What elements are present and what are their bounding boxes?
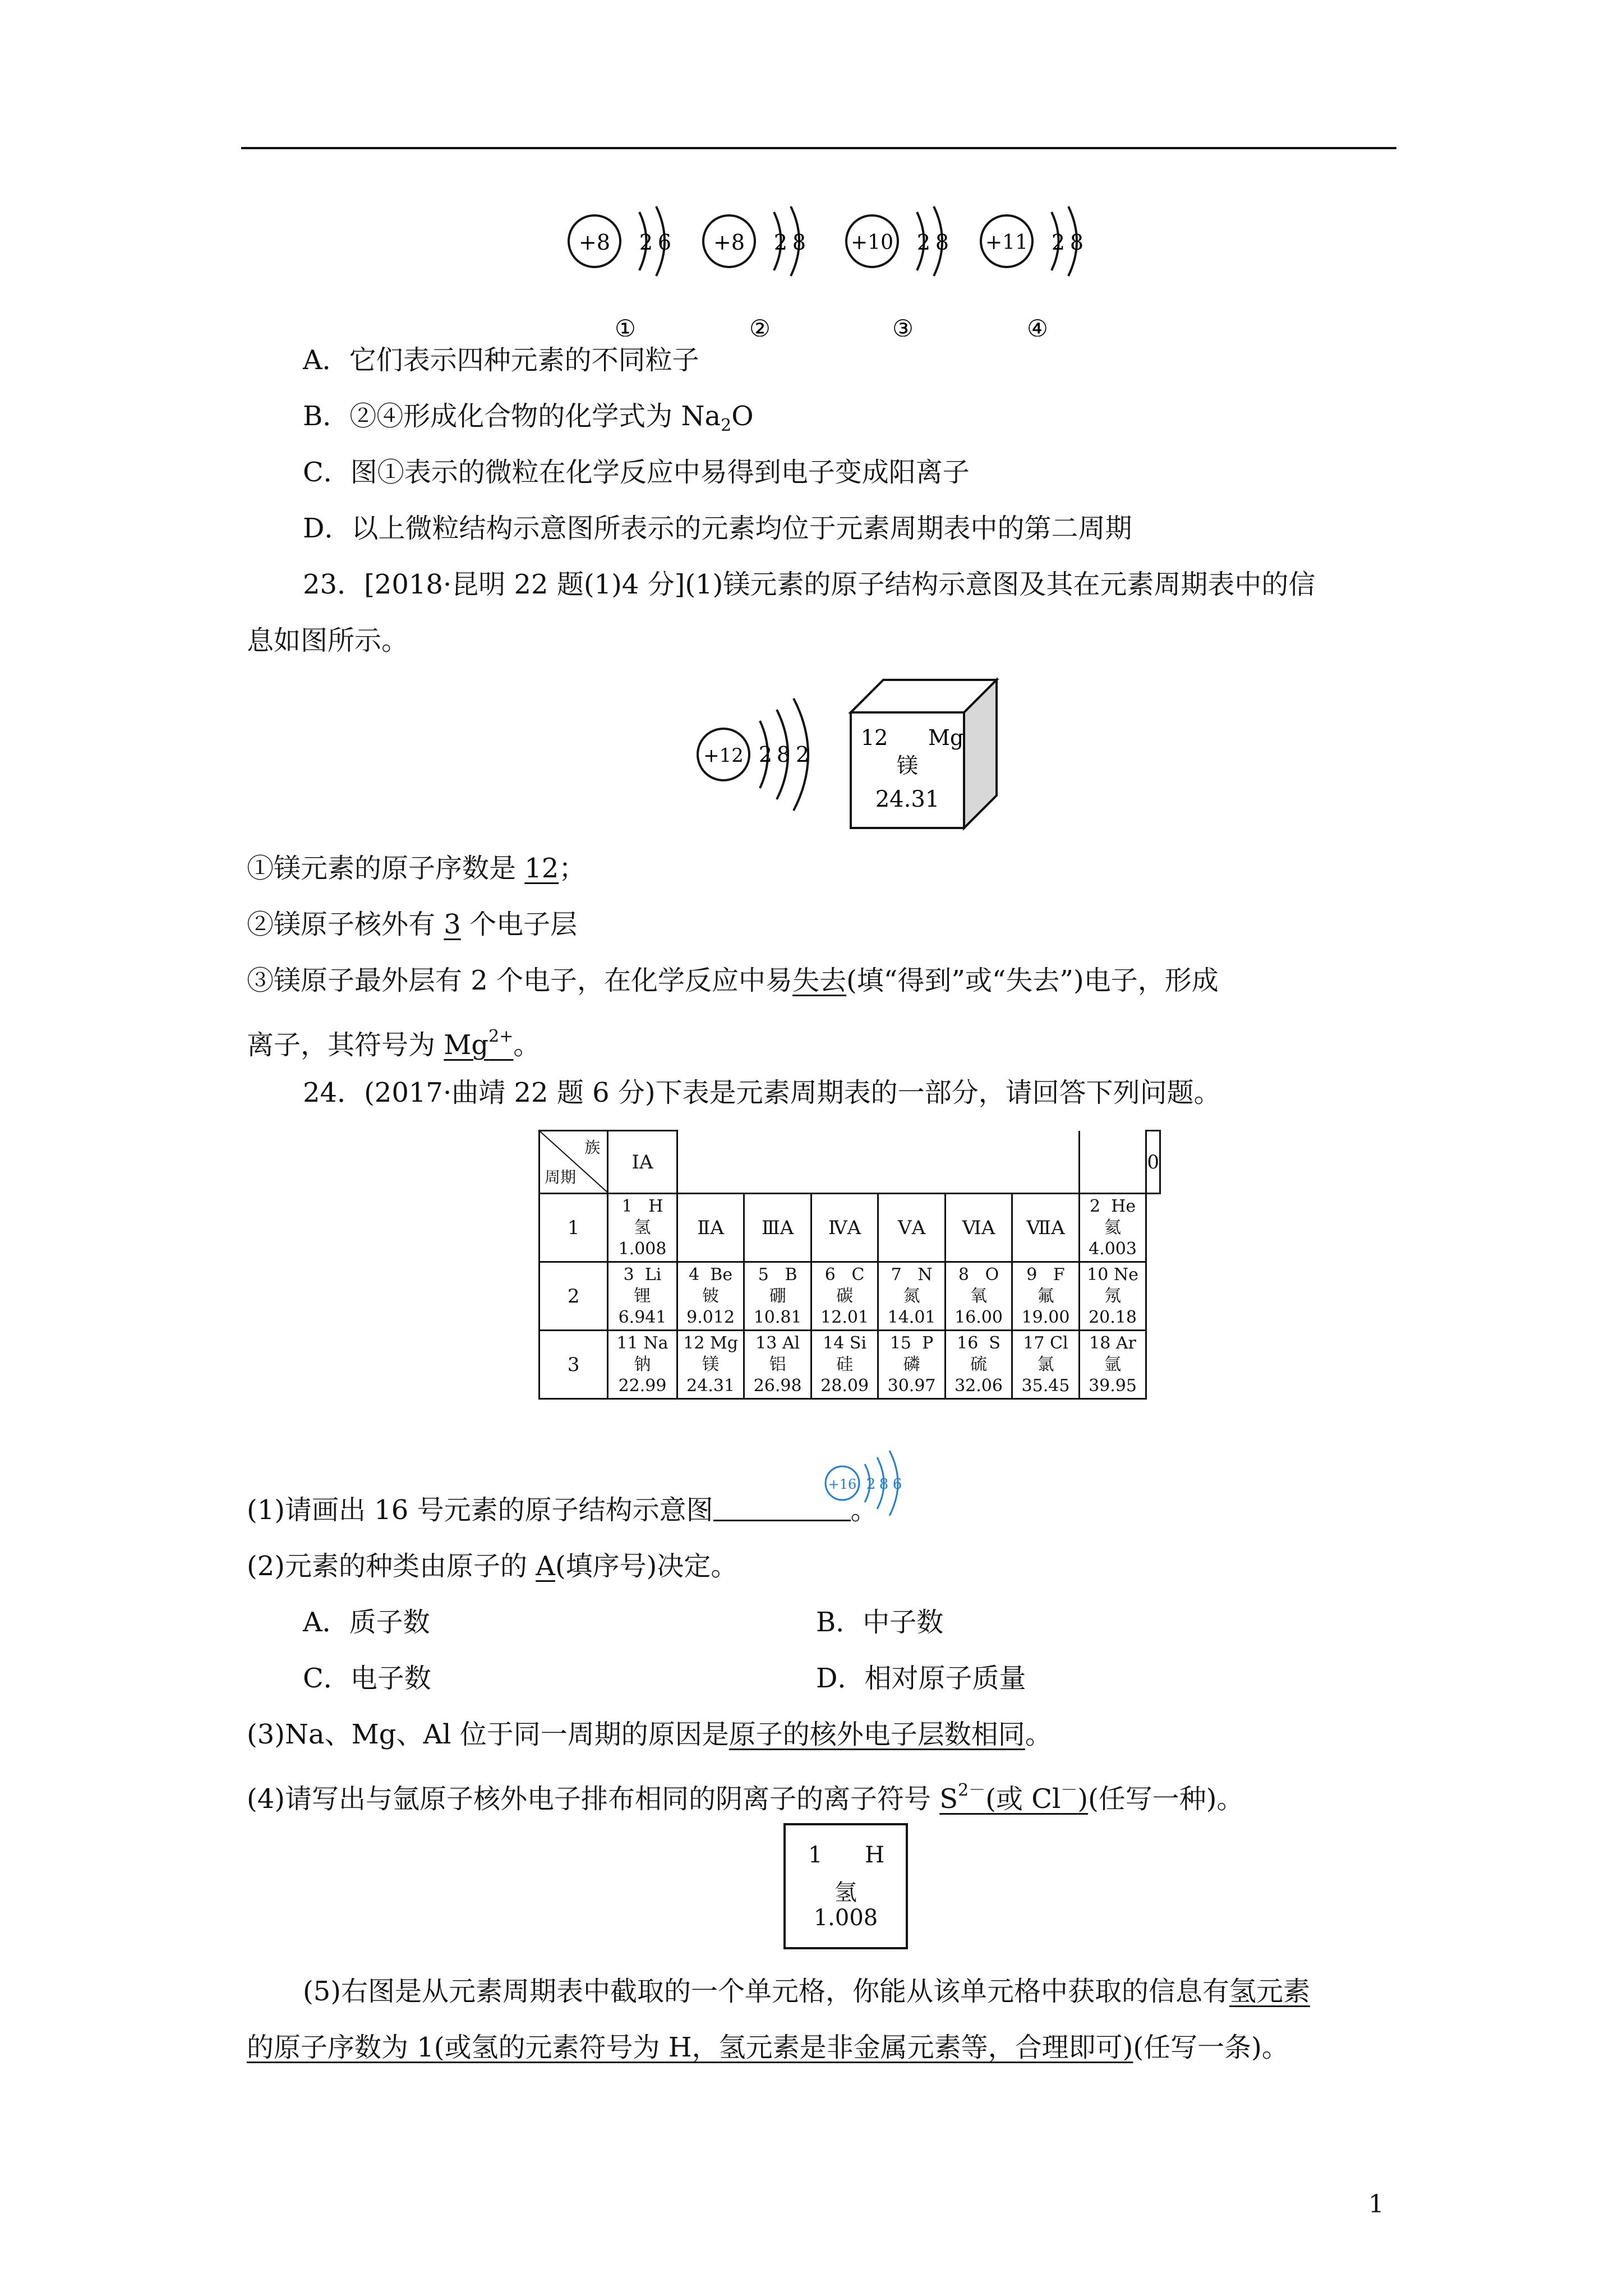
svg-text:2: 2 — [773, 230, 788, 255]
element-cell-h: 1 H 氢 1.008 — [608, 1194, 677, 1262]
group-label: ⅦA — [1012, 1194, 1079, 1262]
group-label: 0 — [1146, 1131, 1160, 1194]
svg-text:8: 8 — [935, 230, 949, 255]
period-label: 1 — [540, 1194, 608, 1262]
q23-answer-1: ①镁元素的原子序数是 12； — [247, 853, 586, 884]
element-cell-he: 2 He 氦 4.003 — [1079, 1194, 1146, 1262]
element-cell: 13 Al 铝 26.98 — [744, 1331, 811, 1399]
element-cell: 8 O 氧 16.00 — [945, 1262, 1012, 1331]
svg-text:12: 12 — [861, 725, 888, 750]
q24-option-b: B．中子数 — [816, 1607, 944, 1638]
element-cell: 5 B 硼 10.81 — [744, 1262, 811, 1331]
q24-part2: (2)元素的种类由原子的 A(填序号)决定。 — [247, 1550, 738, 1582]
element-cell: 12 Mg 镁 24.31 — [677, 1331, 744, 1399]
atom-diagram-2 — [703, 206, 806, 337]
table-corner: 族 周期 — [540, 1131, 608, 1194]
q23-answer-3: ③镁原子最外层有 2 个电子，在化学反应中易失去(填“得到”或“失去”)电子，形成 — [247, 965, 1219, 996]
group-label: ⅥA — [945, 1194, 1012, 1262]
svg-text:8: 8 — [776, 742, 791, 767]
element-cell: 7 N 氮 14.01 — [878, 1262, 945, 1331]
atom-diagrams-row — [561, 185, 1133, 337]
diagram-label: ② — [749, 315, 771, 337]
q24-part3: (3)Na、Mg、Al 位于同一周期的原因是原子的核外电子层数相同。 — [247, 1719, 1052, 1750]
mg-atom-diagram — [693, 690, 822, 819]
element-cell: 11 Na 钠 22.99 — [608, 1331, 677, 1399]
diagram-label: ④ — [1027, 315, 1048, 337]
atom-diagram-1 — [569, 206, 671, 337]
svg-text:2: 2 — [916, 230, 931, 255]
q23-answer-3-line2: 离子，其符号为 $Mg^{2+}$。 — [247, 1027, 541, 1061]
svg-text:+11: +11 — [985, 231, 1028, 254]
q24-part4: (4)请写出与氩原子核外电子排布相同的阴离子的离子符号 $S^{2-}$(或 Cl－)(任写一种)。 — [247, 1780, 1244, 1815]
q23-stem-line1: 23．[2018·昆明 22 题(1)4 分](1)镁元素的原子结构示意图及其在元素周期表中的信 — [303, 569, 1316, 600]
q24-option-c: C．电子数 — [303, 1663, 431, 1694]
q24-option-a: A．质子数 — [303, 1607, 430, 1638]
q22-option-d: D．以上微粒结构示意图所表示的元素均位于元素周期表中的第二周期 — [303, 513, 1132, 544]
q22-option-b: B．②④形成化合物的化学式为 $Na_2O$ — [303, 401, 754, 435]
svg-text:2: 2 — [639, 230, 653, 255]
header-rule — [241, 147, 1396, 149]
hydrogen-element-cell: 1 H 氢 1.008 — [783, 1823, 908, 1949]
svg-text:2: 2 — [758, 742, 773, 767]
nucleus-label: +8 — [578, 230, 611, 255]
svg-text:镁: 镁 — [896, 753, 919, 778]
svg-text:2: 2 — [795, 742, 810, 767]
group-label: ⅢA — [744, 1194, 811, 1262]
svg-text:+16: +16 — [828, 1476, 857, 1492]
element-cell: 17 Cl 氯 35.45 — [1012, 1331, 1079, 1399]
svg-text:8: 8 — [1069, 230, 1084, 255]
q23-answer-2: ②镁原子核外有 3 个电子层 — [247, 909, 578, 940]
svg-text:8: 8 — [792, 230, 806, 255]
q24-part5-line1: (5)右图是从元素周期表中截取的一个单元格，你能从该单元格中获取的信息有氢元素 — [303, 1976, 1311, 2007]
mg-element-cube — [844, 673, 1007, 836]
period-label: 2 — [540, 1262, 608, 1331]
period-label: 3 — [540, 1331, 608, 1399]
svg-text:24.31: 24.31 — [875, 786, 940, 812]
group-label: ⅤA — [878, 1194, 945, 1262]
group-label: ⅠA — [608, 1131, 677, 1194]
group-label: ⅣA — [811, 1194, 878, 1262]
svg-text:+12: +12 — [703, 744, 744, 767]
sulfur-atom-diagram — [819, 1443, 931, 1527]
diagram-label: ③ — [892, 315, 914, 337]
element-cell: 18 Ar 氩 39.95 — [1079, 1331, 1146, 1399]
atom-diagram-4 — [981, 206, 1083, 337]
periodic-table — [538, 1130, 1161, 1400]
q24-part5-line2: 的原子序数为 1(或氢的元素符号为 H，氢元素是非金属元素等，合理即可)(任写一条)。 — [247, 2032, 1289, 2063]
element-cell: 3 Li 锂 6.941 — [608, 1262, 677, 1331]
svg-text:2: 2 — [1051, 230, 1066, 255]
svg-text:+8: +8 — [713, 230, 745, 255]
element-cell: 14 Si 硅 28.09 — [811, 1331, 878, 1399]
group-label: ⅡA — [677, 1194, 744, 1262]
element-cell: 4 Be 铍 9.012 — [677, 1262, 744, 1331]
element-cell: 10 Ne 氖 20.18 — [1079, 1262, 1146, 1331]
element-cell: 16 S 硫 32.06 — [945, 1331, 1012, 1399]
svg-text:Mg: Mg — [928, 725, 964, 750]
svg-text:+10: +10 — [851, 231, 893, 254]
q22-option-a: A．它们表示四种元素的不同粒子 — [303, 344, 699, 376]
q24-option-d: D．相对原子质量 — [816, 1663, 1026, 1694]
q24-stem: 24．(2017·曲靖 22 题 6 分)下表是元素周期表的一部分，请回答下列问题。 — [303, 1077, 1221, 1108]
svg-text:6: 6 — [657, 230, 672, 255]
diagram-label: ① — [615, 315, 636, 337]
svg-text:8: 8 — [879, 1476, 889, 1493]
q23-stem-line2: 息如图所示。 — [247, 625, 409, 656]
svg-text:6: 6 — [892, 1476, 902, 1493]
q24-part1: (1)请画出 16 号元素的原子结构示意图 。 — [247, 1494, 878, 1526]
element-cell: 6 C 碳 12.01 — [811, 1262, 878, 1331]
q22-option-c: C．图①表示的微粒在化学反应中易得到电子变成阳离子 — [303, 457, 970, 488]
atom-diagram-3 — [846, 206, 949, 337]
element-cell: 15 P 磷 30.97 — [878, 1331, 945, 1399]
element-cell: 9 F 氟 19.00 — [1012, 1262, 1079, 1331]
svg-text:2: 2 — [866, 1476, 876, 1493]
page-number: 1 — [1368, 2190, 1384, 2219]
